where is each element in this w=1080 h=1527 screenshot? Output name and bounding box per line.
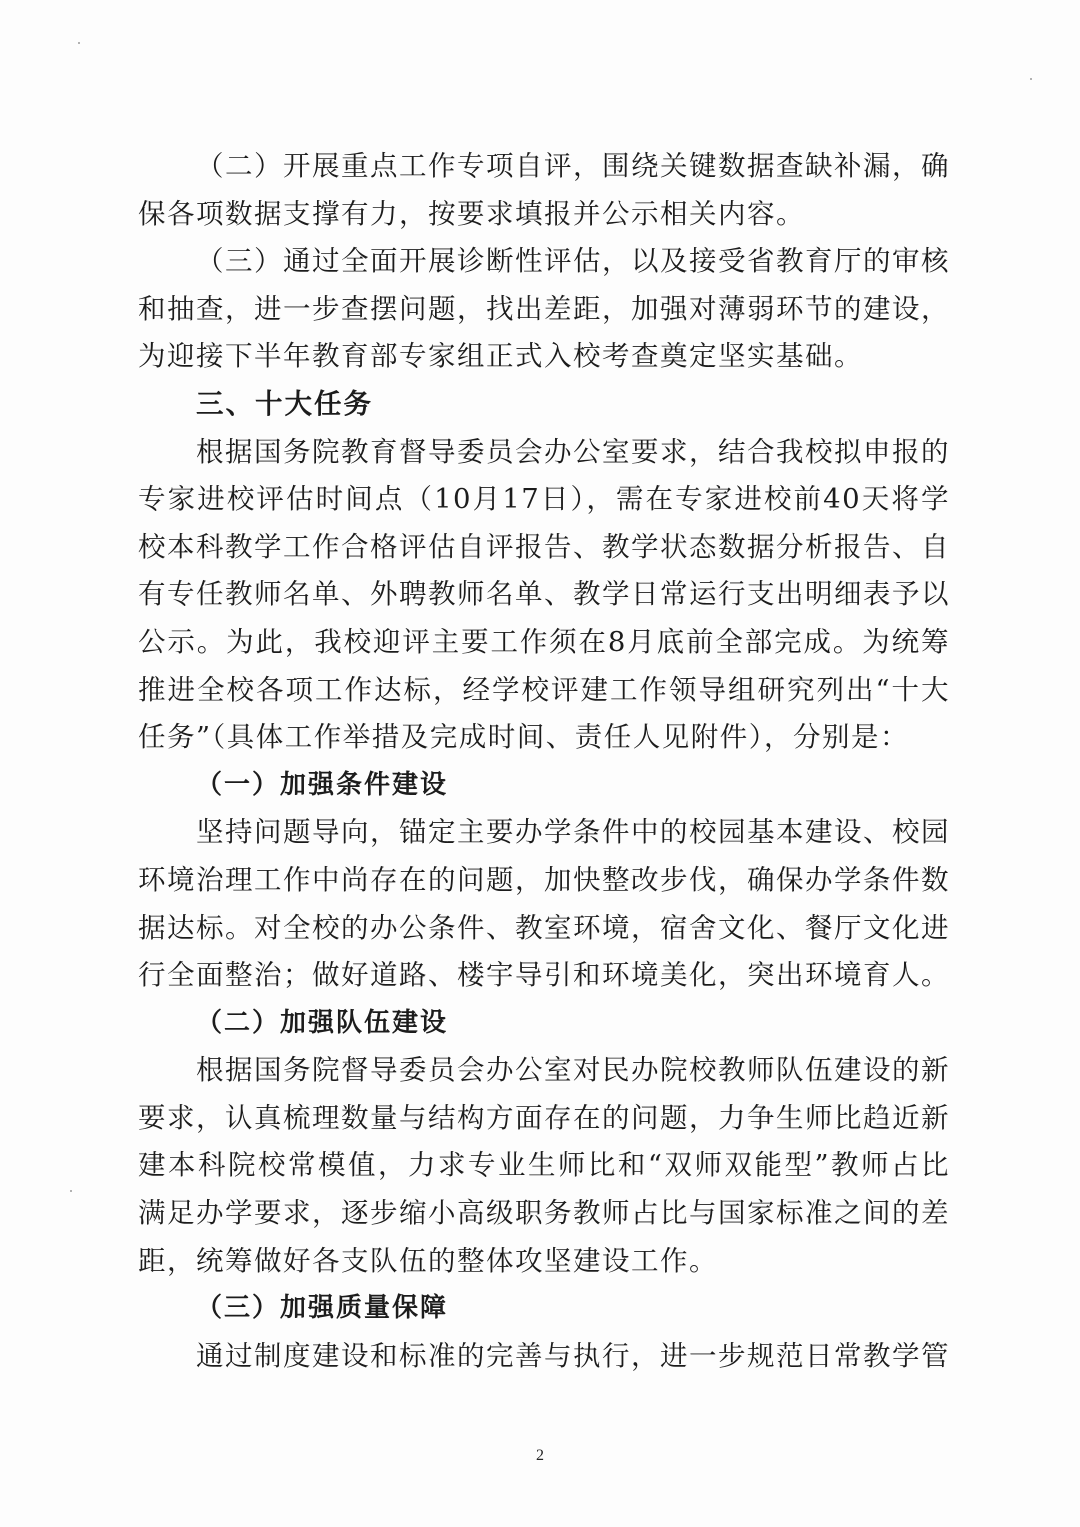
scan-speck: [78, 42, 80, 44]
paragraph-diagnostic-evaluation: （三）通过全面开展诊断性评估，以及接受省教育厅的审核和抽查，进一步查摆问题，找出差距，加强对薄弱环节的建设，为迎接下半年教育部专家组正式入校考查奠定坚实基础。: [138, 245, 950, 373]
page-number: 2: [536, 1447, 544, 1464]
subheading-quality: （三）加强质量保障: [196, 1293, 449, 1324]
scan-speck: [70, 1190, 72, 1192]
section-heading-ten-tasks: 三、十大任务: [196, 387, 373, 420]
paragraph-self-evaluation: （二）开展重点工作专项自评，围绕关键数据查缺补漏，确保各项数据支撑有力，按要求填报并公示相关内容。: [138, 150, 950, 230]
document-body: [138, 143, 950, 1380]
subheading-faculty: （二）加强队伍建设: [196, 1007, 449, 1038]
subheading-conditions: （一）加强条件建设: [196, 769, 449, 800]
paragraph-ten-tasks-intro: 根据国务院教育督导委员会办公室要求，结合我校拟申报的专家进校评估时间点（10月17日），需在专家进校前40天将学校本科教学工作合格评估自评报告、教学状态数据分析报告、自有专任教师名单、外聘教师名单、教学日常运行支出明细表予以公示。为此，我校迎评主要工作须在8月底前全部完成。为统筹推进全校各项工作达标，经学校评建工作领导组研究列出“十大任务”（具体工作举措及完成时间、责任人见附件），分别是：: [138, 435, 950, 754]
paragraph-quality: 通过制度建设和标准的完善与执行，进一步规范日常教学管: [196, 1339, 950, 1372]
paragraph-conditions: 坚持问题导向，锚定主要办学条件中的校园基本建设、校园环境治理工作中尚存在的问题，加快整改步伐，确保办学条件数据达标。对全校的办公条件、教室环境，宿舍文化、餐厅文化进行全面整治；做好道路、楼宇导引和环境美化，突出环境育人。: [138, 816, 950, 992]
scan-speck: [1030, 78, 1032, 80]
paragraph-faculty: 根据国务院督导委员会办公室对民办院校教师队伍建设的新要求，认真梳理数量与结构方面存在的问题，力争生师比趋近新建本科院校常模值，力求专业生师比和“双师双能型”教师占比满足办学要求，逐步缩小高级职务教师占比与国家标准之间的差距，统筹做好各支队伍的整体攻坚建设工作。: [138, 1054, 950, 1277]
